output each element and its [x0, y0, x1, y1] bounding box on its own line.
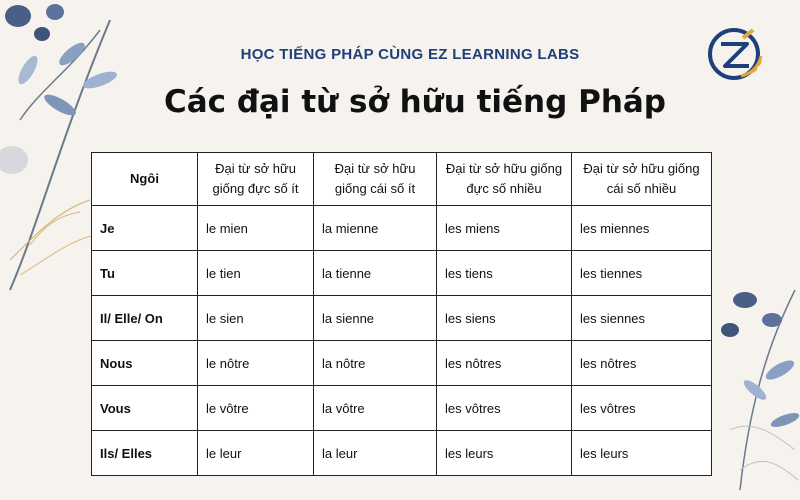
ez-learning-labs-logo [707, 26, 763, 82]
cell-masc-singular: le sien [198, 296, 314, 341]
cell-person: Tu [92, 251, 198, 296]
cell-masc-singular: le nôtre [198, 341, 314, 386]
header-fem-plural: Đại từ sở hữu giống cái số nhiều [572, 153, 712, 206]
table-row [92, 431, 712, 476]
cell-masc-plural: les vôtres [437, 386, 572, 431]
table-row [92, 386, 712, 431]
possessive-pronouns-table [91, 152, 712, 476]
header-masc-plural: Đại từ sở hữu giống đực số nhiều [437, 153, 572, 206]
header-person: Ngôi [92, 153, 198, 206]
cell-masc-singular: le mien [198, 206, 314, 251]
cell-person: Il/ Elle/ On [92, 296, 198, 341]
table-row [92, 206, 712, 251]
cell-fem-plural: les miennes [572, 206, 712, 251]
cell-masc-plural: les tiens [437, 251, 572, 296]
table-row [92, 296, 712, 341]
table-row [92, 341, 712, 386]
cell-masc-plural: les nôtres [437, 341, 572, 386]
cell-person: Je [92, 206, 198, 251]
cell-fem-singular: la nôtre [314, 341, 437, 386]
cell-fem-plural: les vôtres [572, 386, 712, 431]
cell-fem-singular: la sienne [314, 296, 437, 341]
cell-person: Ils/ Elles [92, 431, 198, 476]
header-masc-singular: Đại từ sở hữu giống đực số ít [198, 153, 314, 206]
cell-masc-singular: le vôtre [198, 386, 314, 431]
floral-decoration-bottom-right [700, 280, 800, 500]
cell-masc-plural: les siens [437, 296, 572, 341]
table-row [92, 251, 712, 296]
cell-fem-plural: les leurs [572, 431, 712, 476]
cell-person: Nous [92, 341, 198, 386]
cell-fem-singular: la leur [314, 431, 437, 476]
cell-fem-singular: la mienne [314, 206, 437, 251]
cell-fem-singular: la vôtre [314, 386, 437, 431]
cell-masc-singular: le tien [198, 251, 314, 296]
page-subtitle: HỌC TIẾNG PHÁP CÙNG EZ LEARNING LABS [240, 46, 580, 63]
cell-fem-plural: les tiennes [572, 251, 712, 296]
table-header-row [92, 153, 712, 206]
cell-masc-plural: les leurs [437, 431, 572, 476]
cell-fem-plural: les nôtres [572, 341, 712, 386]
cell-fem-singular: la tienne [314, 251, 437, 296]
page-title: Các đại từ sở hữu tiếng Pháp [163, 84, 666, 120]
cell-masc-plural: les miens [437, 206, 572, 251]
cell-person: Vous [92, 386, 198, 431]
cell-fem-plural: les siennes [572, 296, 712, 341]
header-fem-singular: Đại từ sở hữu giống cái số ít [314, 153, 437, 206]
cell-masc-singular: le leur [198, 431, 314, 476]
